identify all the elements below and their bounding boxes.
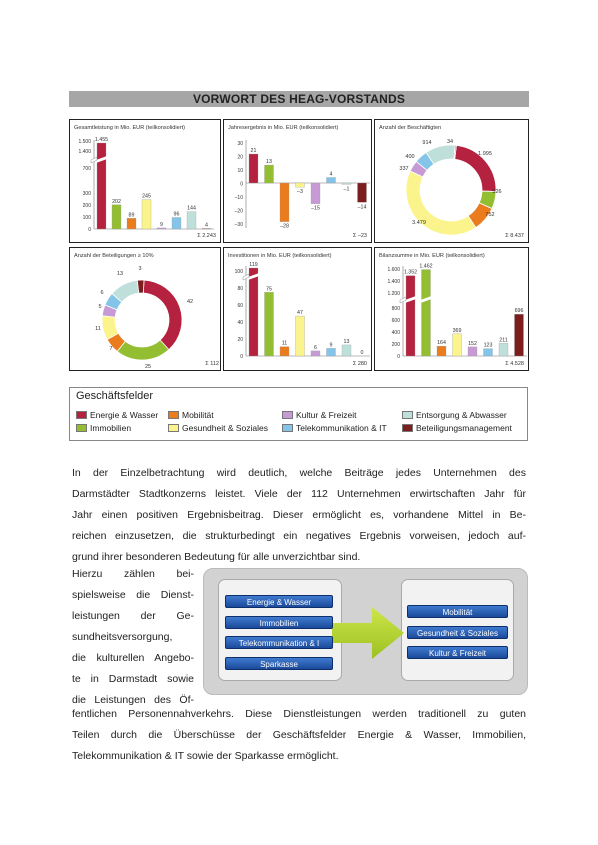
chart-title: Bilanzsumme in Mio. EUR (teilkonsolidiert) (379, 253, 485, 259)
bar-value-label: 1.455 (94, 137, 109, 143)
legend-label: Entsorgung & Abwasser (416, 410, 507, 420)
sum-label: Σ –23 (352, 233, 367, 239)
chart-bilanzsumme (374, 247, 529, 371)
text-line: Jahr einen positiven Ergebnisbeitrag. Dieser ermöglicht es, vorhandene Mittel in Be- (72, 509, 526, 521)
text-line: spielsweise die Dienst- (72, 589, 194, 601)
flow-label: Mobilität (407, 605, 508, 618)
y-tick-label: 400 (391, 330, 400, 336)
text-line: te in Darmstadt sowie (72, 673, 194, 685)
bar-kultur (468, 347, 477, 356)
legend-item-energie (76, 410, 158, 420)
slice-value-label: 34 (446, 139, 454, 145)
legend-swatch (76, 424, 87, 432)
slice-value-label: 526 (492, 189, 502, 195)
bar-beteiligung (515, 314, 524, 356)
bar-energie (249, 154, 258, 183)
page-title: VORWORT DES HEAG-VORSTANDS (69, 91, 529, 107)
y-tick-label: –30 (234, 222, 243, 228)
bar-value-label: 211 (499, 337, 508, 344)
legend-label: Immobilien (90, 423, 132, 433)
legend-item-entsorgung (402, 410, 507, 420)
flow-diagram (203, 568, 528, 695)
y-tick-label: 60 (237, 303, 243, 309)
chart-title: Anzahl der Beteiligungen ≥ 10% (74, 253, 154, 259)
bar-value-label: 9 (329, 342, 333, 349)
y-tick-label: 700 (82, 166, 91, 172)
slice-value-label: 5 (98, 304, 102, 310)
y-tick-label: 800 (391, 306, 400, 312)
bar-value-label: 696 (514, 308, 524, 315)
text-line: leistungen der Ge- (72, 610, 194, 622)
text-line: fentlichen Personennahverkehrs. Diese Dienstleistungen werden traditionell zu guten (72, 708, 526, 720)
text-line: grund ihrer besonderen Bedeutung für alle unverzichtbar sind. (72, 551, 361, 563)
bar-value-label: 21 (250, 148, 257, 155)
bar-gesundheit (453, 334, 462, 356)
bar-value-label: 1.352 (403, 269, 418, 276)
slice-value-label: 3.479 (412, 220, 426, 226)
y-tick-label: 20 (237, 337, 243, 343)
bar-entsorgung (342, 183, 351, 184)
bar-value-label: 123 (483, 342, 493, 349)
paragraph-2-full (72, 704, 526, 767)
text-line: die kulturellen Angebo- (72, 652, 194, 664)
bar-telekom (484, 349, 493, 356)
bar-value-label: –15 (311, 205, 320, 212)
text-line: Darmstädter Stadtkonzerns leistet. Viele der 112 Unternehmen erwirtschaften Jahr für (72, 488, 526, 500)
legend-label: Mobilität (182, 410, 214, 420)
bar-value-label: 4 (329, 171, 333, 178)
bar-value-label: –1 (343, 186, 350, 193)
legend-label: Telekommunikation & IT (296, 423, 387, 433)
legend-geschaeftsfelder (69, 387, 528, 441)
y-tick-label: 100 (82, 215, 91, 221)
bar-value-label: –28 (280, 223, 289, 230)
y-tick-label: 100 (234, 269, 243, 275)
slice-value-label: 3 (138, 266, 142, 272)
bar-gesundheit (142, 200, 151, 229)
legend-label: Kultur & Freizeit (296, 410, 357, 420)
bar-telekom (327, 348, 336, 356)
y-tick-label: 0 (88, 227, 91, 233)
text-line: Teilen durch die Überschüsse der Geschäftsfelder Energie & Wasser, Immobilien, (72, 729, 526, 741)
bar-beteiligung (358, 183, 367, 202)
legend-swatch (168, 411, 179, 419)
legend-swatch (168, 424, 179, 432)
y-tick-label: 1.200 (387, 291, 400, 297)
arrow-right-icon (332, 603, 408, 663)
slice-value-label: 13 (116, 271, 124, 277)
bar-kultur (157, 228, 166, 229)
bar-immobilien (112, 205, 121, 229)
chart-title: Gesamtleistung in Mio. EUR (teilkonsolidiert) (74, 125, 185, 131)
legend-label: Energie & Wasser (90, 410, 159, 420)
y-tick-label: 300 (82, 191, 91, 197)
bar-kultur (311, 183, 320, 204)
sum-label: Σ 8.437 (505, 233, 524, 239)
bar-entsorgung (187, 212, 196, 229)
bar-value-label: 202 (112, 198, 121, 205)
chart-investitionen (223, 247, 372, 371)
y-tick-label: 200 (82, 203, 91, 209)
flow-label: Gesundheit & Soziales (407, 626, 508, 639)
chart-beteiligungen (69, 247, 221, 371)
y-tick-label: 20 (237, 154, 243, 161)
bar-value-label: 75 (266, 286, 272, 293)
legend-item-kultur (282, 410, 356, 420)
slice-value-label: 752 (485, 212, 495, 218)
legend-swatch (282, 424, 293, 432)
legend-item-gesundheit (168, 423, 268, 433)
bar-mobilitaet (280, 347, 289, 356)
bar-entsorgung (499, 343, 508, 356)
bar-value-label: 6 (314, 344, 317, 351)
slice-immobilien (117, 340, 169, 360)
y-tick-label: 1.400 (387, 279, 400, 285)
y-tick-label: 600 (391, 318, 400, 324)
bar-telekom (172, 217, 181, 229)
text-line: reichen einzusetzen, die strukturbedingt ein negatives Ergebnis vorweisen, jedoch auf- (72, 530, 526, 542)
bar-value-label: 89 (128, 212, 135, 219)
bar-value-label: –14 (357, 204, 367, 211)
bar-value-label: 369 (452, 327, 462, 334)
bar-value-label: 9 (160, 221, 163, 228)
sum-label: Σ 4.528 (505, 361, 524, 367)
sum-label: Σ 2.243 (197, 233, 216, 239)
bar-value-label: 13 (343, 338, 350, 345)
bar-value-label: 245 (142, 193, 151, 200)
bar-energie (97, 143, 106, 229)
bar-immobilien (265, 165, 274, 183)
y-tick-label: 80 (237, 286, 243, 292)
bar-telekom (327, 177, 336, 183)
paragraph-1 (72, 463, 526, 568)
legend-item-beteiligung (402, 423, 512, 433)
bar-kultur (311, 351, 320, 356)
legend-swatch (402, 411, 413, 419)
slice-value-label: 7 (109, 346, 113, 352)
text-line: Hierzu zählen bei- (72, 568, 194, 580)
bar-mobilitaet (280, 183, 289, 222)
bar-value-label: 11 (281, 340, 288, 347)
flow-label: Telekommunikation & I (225, 636, 333, 649)
y-tick-label: 200 (391, 342, 400, 348)
bar-gesundheit (296, 316, 305, 356)
bar-energie (249, 268, 258, 356)
bar-value-label: 119 (249, 262, 258, 268)
bar-mobilitaet (127, 218, 136, 229)
text-line: In der Einzelbetrachtung wird deutlich, welche Beiträge jedes Unternehmen des (72, 467, 526, 479)
y-tick-label: –10 (234, 195, 243, 201)
text-line: die Leistungen des Öf- (72, 694, 194, 706)
bar-immobilien (422, 270, 431, 356)
y-tick-label: 30 (237, 141, 243, 147)
y-tick-label: 40 (237, 320, 243, 326)
bar-gesundheit (296, 183, 305, 187)
text-line: sundheitsversorgung, (72, 631, 173, 643)
bar-value-label: 47 (297, 310, 303, 317)
legend-item-immobilien (76, 423, 131, 433)
legend-item-mobilitaet (168, 410, 214, 420)
slice-value-label: 1.995 (478, 151, 492, 157)
slice-value-label: 337 (399, 166, 409, 172)
legend-item-telekom (282, 423, 387, 433)
bar-immobilien (265, 292, 274, 356)
sum-label: Σ 112 (205, 361, 219, 367)
y-tick-label: 0 (240, 181, 243, 188)
slice-value-label: 400 (405, 154, 415, 160)
y-tick-label: 10 (237, 168, 243, 174)
slice-value-label: 6 (100, 290, 104, 296)
bar-value-label: 144 (187, 205, 196, 212)
paragraph-2-side (72, 564, 194, 711)
legend-swatch (402, 424, 413, 432)
slice-value-label: 25 (144, 364, 152, 370)
text-line: Telekommunikation & IT sowie der Sparkasse ermöglicht. (72, 750, 339, 762)
legend-title: Geschäftsfelder (76, 390, 154, 402)
chart-gesamtleistung (69, 119, 221, 243)
bar-energie (406, 276, 415, 356)
chart-beschaeftigte (374, 119, 529, 243)
sum-label: Σ 280 (352, 361, 367, 367)
slice-value-label: 914 (422, 140, 432, 146)
chart-title: Anzahl der Beschäftigten (379, 125, 442, 131)
flow-label: Immobilien (225, 616, 333, 629)
bar-value-label: 1.462 (419, 263, 433, 270)
bar-value-label: 152 (468, 340, 477, 347)
chart-jahresergebnis (223, 119, 372, 243)
bar-value-label: 4 (205, 222, 208, 229)
legend-swatch (76, 411, 87, 419)
y-tick-label: –20 (234, 208, 243, 215)
bar-value-label: 96 (173, 211, 180, 218)
flow-label: Energie & Wasser (225, 595, 333, 608)
y-tick-label: 1.400 (78, 149, 91, 155)
y-tick-label: 1.600 (387, 267, 400, 273)
bar-value-label: 0 (360, 350, 364, 356)
slice-beteiligung (137, 280, 144, 293)
bar-entsorgung (342, 345, 351, 356)
bar-mobilitaet (437, 346, 446, 356)
slice-energie (143, 280, 182, 350)
chart-title: Investitionen in Mio. EUR (teilkonsolidiert) (228, 253, 332, 259)
legend-swatch (282, 411, 293, 419)
bar-value-label: 13 (266, 159, 272, 166)
legend-label: Beteiligungsmanagement (416, 423, 512, 433)
chart-title: Jahresergebnis in Mio. EUR (teilkonsolidiert) (228, 125, 339, 131)
flow-label: Kultur & Freizeit (407, 646, 508, 659)
y-tick-label: 0 (397, 354, 400, 360)
slice-value-label: 42 (186, 299, 194, 305)
y-tick-label: 1.500 (78, 139, 91, 145)
y-tick-label: 0 (240, 354, 243, 360)
bar-value-label: –3 (297, 189, 303, 196)
flow-label: Sparkasse (225, 657, 333, 670)
legend-label: Gesundheit & Soziales (182, 423, 268, 433)
slice-value-label: 11 (95, 326, 101, 332)
bar-value-label: 164 (437, 340, 446, 347)
